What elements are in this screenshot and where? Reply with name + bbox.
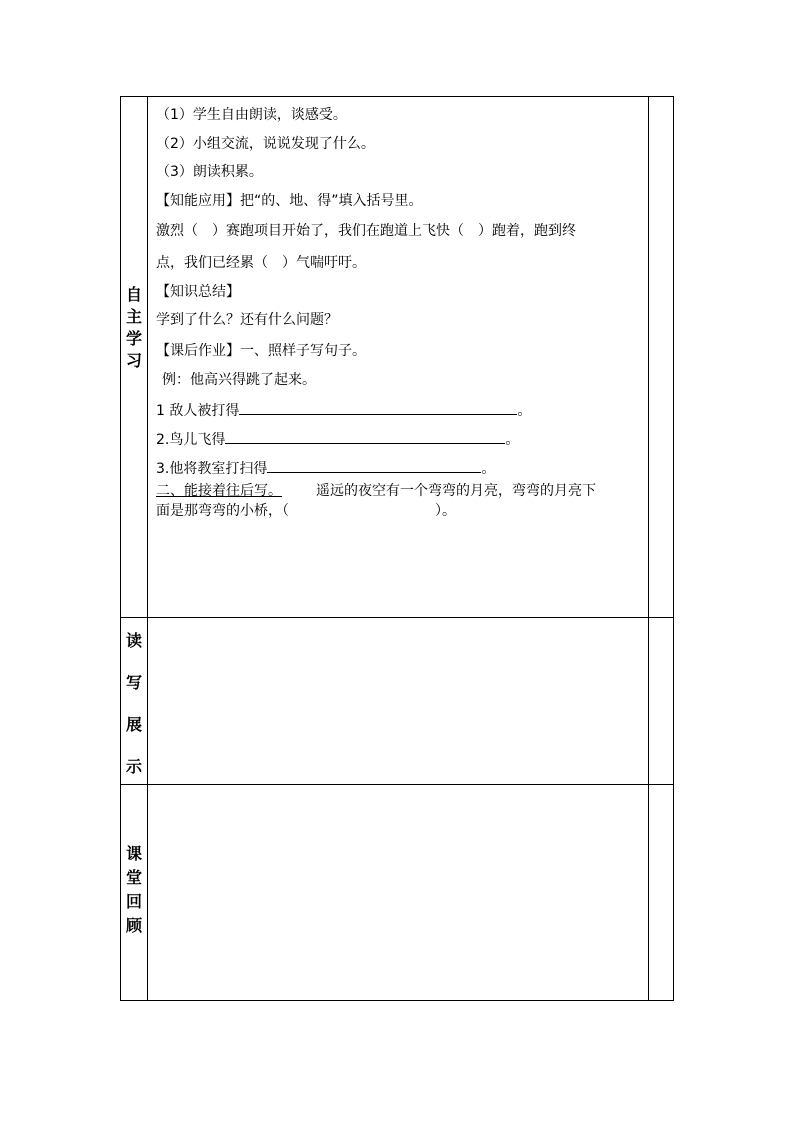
section-label-reading-writing bbox=[120, 628, 148, 778]
content-line: 【知能应用】把“的、地、得”填入括号里。 bbox=[156, 193, 423, 209]
continue-writing-line-2 bbox=[156, 502, 456, 520]
continue-writing-line bbox=[156, 482, 596, 500]
label-char: 堂 bbox=[125, 868, 142, 887]
answer-blank[interactable] bbox=[239, 400, 517, 415]
exercise-end: 。 bbox=[481, 461, 496, 477]
row-divider-2 bbox=[120, 784, 674, 785]
label-char: 自 bbox=[125, 285, 142, 304]
exercise-end: 。 bbox=[517, 403, 532, 419]
label-char: 顾 bbox=[125, 916, 142, 935]
content-line: （3）朗读积累。 bbox=[156, 164, 263, 180]
label-char: 主 bbox=[125, 307, 142, 326]
right-column-divider bbox=[648, 96, 649, 1001]
table-right-border bbox=[673, 96, 674, 1001]
label-char: 读 bbox=[125, 631, 142, 650]
content-line: 激烈（ ）赛跑项目开始了，我们在跑道上飞快（ ）跑着，跑到终 bbox=[156, 223, 576, 239]
exercise-text: 3.他将教室打扫得 bbox=[156, 461, 268, 477]
exercise-text: 1 敌人被打得 bbox=[156, 403, 240, 419]
task-heading: 二、能接着往后写。 bbox=[156, 483, 282, 499]
content-line: 例：他高兴得跳了起来。 bbox=[162, 372, 316, 388]
label-char: 示 bbox=[125, 757, 142, 776]
section-label-self-study bbox=[120, 282, 148, 372]
label-char: 回 bbox=[125, 892, 142, 911]
content-line: 学到了什么？还有什么问题？ bbox=[156, 312, 338, 328]
answer-blank[interactable] bbox=[225, 429, 505, 444]
task-text: 面是那弯弯的小桥，（ bbox=[156, 503, 289, 519]
label-char: 课 bbox=[125, 844, 142, 863]
label-char: 学 bbox=[125, 329, 142, 348]
label-char: 写 bbox=[125, 673, 142, 692]
task-end: ）。 bbox=[435, 503, 456, 519]
content-line: 【课后作业】一、照样子写句子。 bbox=[156, 343, 366, 359]
answer-blank[interactable] bbox=[267, 458, 481, 473]
content-line: 点，我们已经累（ ）气喘吁吁。 bbox=[156, 255, 366, 271]
task-text: 遥远的夜空有一个弯弯的月亮，弯弯的月亮下 bbox=[316, 483, 596, 499]
table-top-border bbox=[120, 96, 674, 97]
content-line: 【知识总结】 bbox=[156, 284, 240, 300]
table-bottom-border bbox=[120, 1000, 674, 1001]
exercise-text: 2.鸟儿飞得 bbox=[156, 432, 226, 448]
content-line: （2）小组交流，说说发现了什么。 bbox=[156, 136, 375, 152]
content-line: （1）学生自由朗读，谈感受。 bbox=[156, 107, 347, 123]
exercise-line-2 bbox=[156, 429, 519, 449]
exercise-line-3 bbox=[156, 458, 495, 478]
row-divider-1 bbox=[120, 617, 674, 618]
label-char: 习 bbox=[125, 351, 142, 370]
label-char: 展 bbox=[125, 715, 142, 734]
section-label-class-review bbox=[120, 841, 148, 941]
exercise-line-1 bbox=[156, 400, 531, 420]
exercise-end: 。 bbox=[505, 432, 520, 448]
